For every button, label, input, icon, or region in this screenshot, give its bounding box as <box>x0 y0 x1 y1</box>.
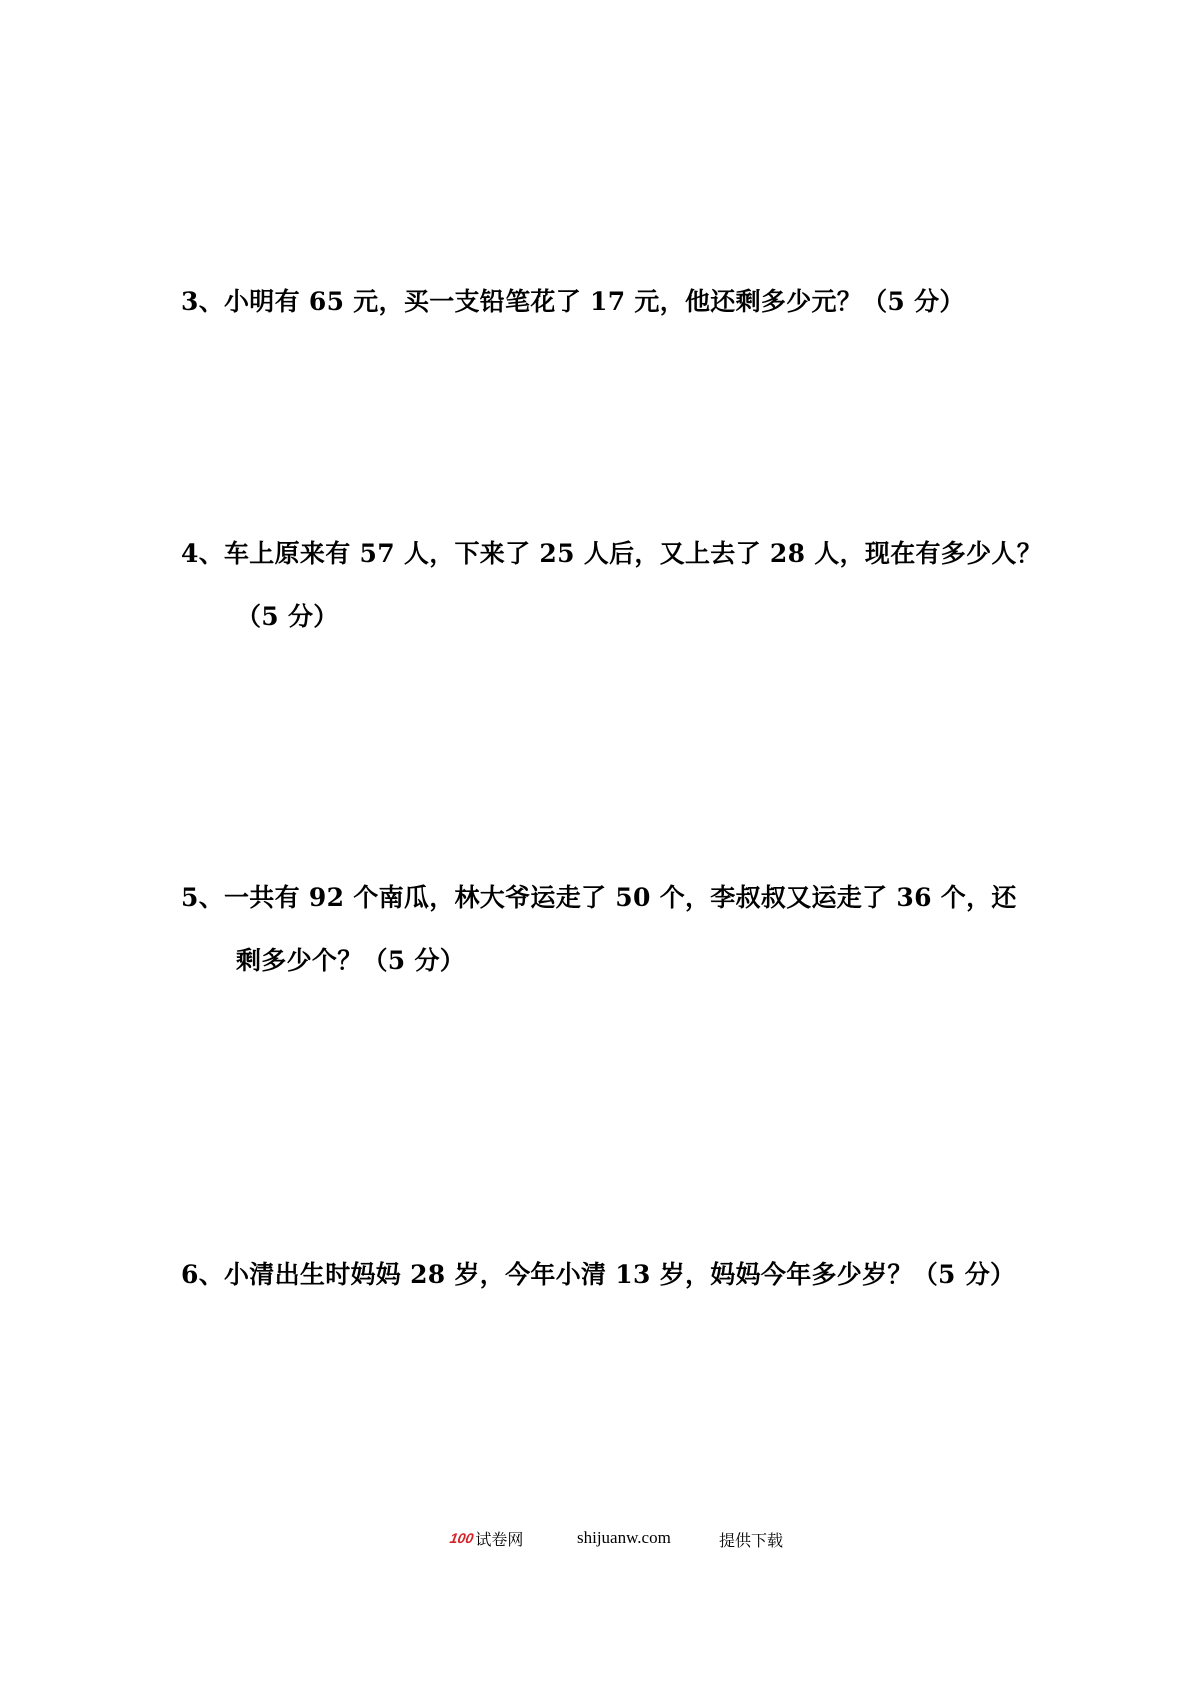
question-3: 3、小明有 65 元，买一支铅笔花了 17 元，他还剩多少元？（5 分） <box>181 287 965 316</box>
question-5-continuation: 剩多少个？（5 分） <box>236 946 466 975</box>
page-footer <box>0 1527 1191 1551</box>
site-logo <box>450 1527 523 1550</box>
question-4: 4、车上原来有 57 人，下来了 25 人后，又上去了 28 人，现在有多少人？ <box>181 539 1042 568</box>
question-6: 6、小清出生时妈妈 28 岁，今年小清 13 岁，妈妈今年多少岁？（5 分） <box>181 1260 1016 1289</box>
logo-text: 试卷网 <box>475 1530 524 1549</box>
site-domain: shijuanw.com <box>577 1528 671 1547</box>
logo-number: 100 <box>448 1530 475 1546</box>
download-text: 提供下载 <box>719 1531 784 1550</box>
question-4-continuation: （5 分） <box>236 602 339 631</box>
question-5: 5、一共有 92 个南瓜，林大爷运走了 50 个，李叔叔又运走了 36 个，还 <box>181 883 1017 912</box>
